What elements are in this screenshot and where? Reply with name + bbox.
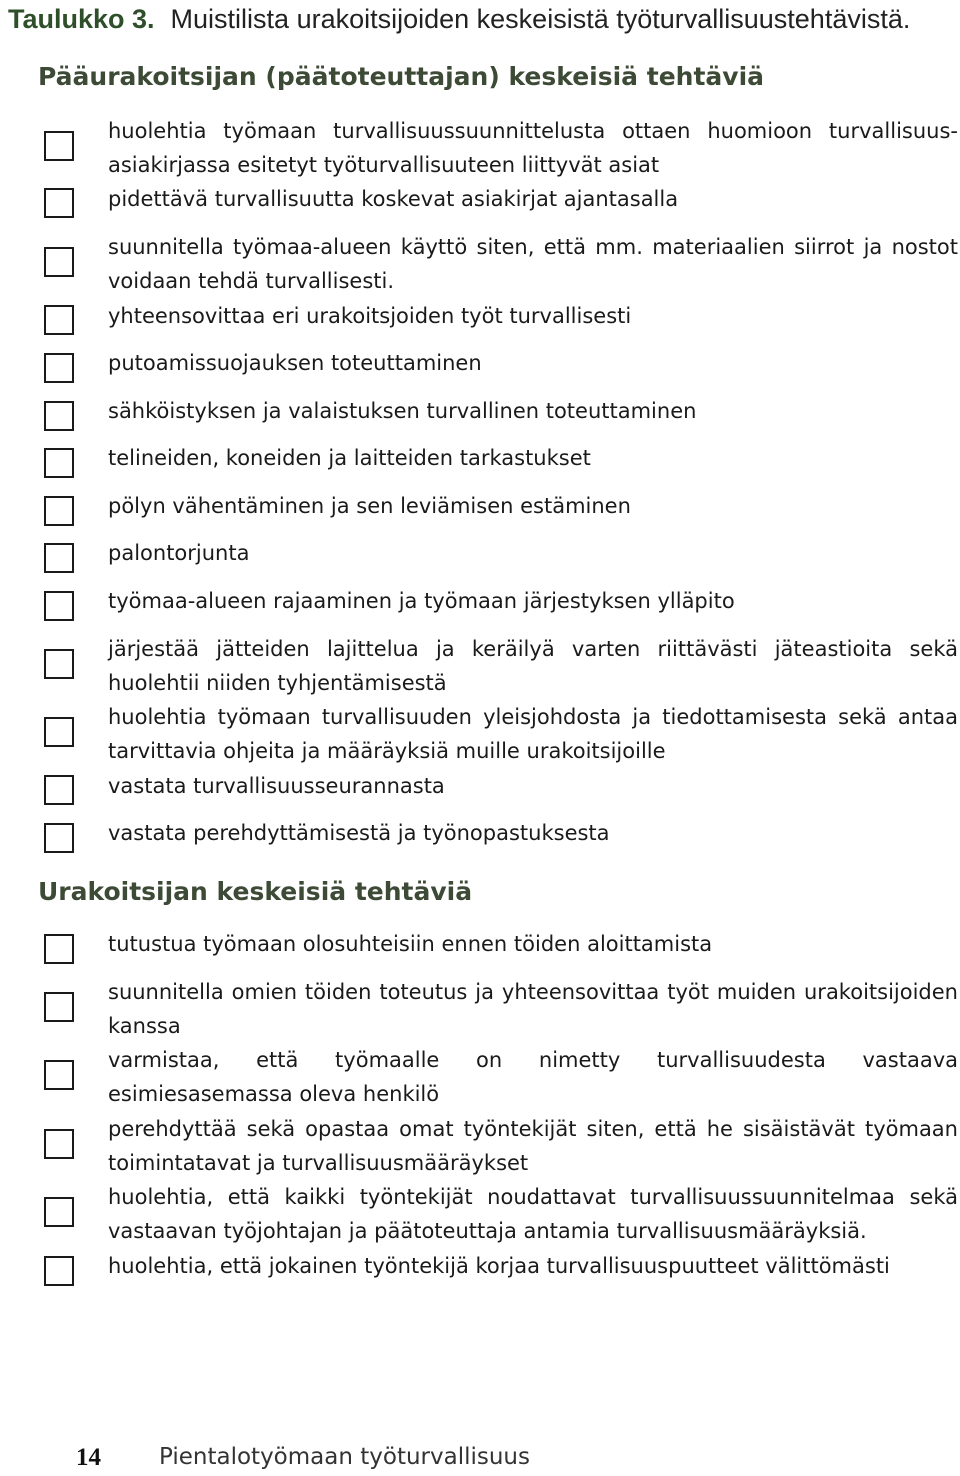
checkbox-main-5[interactable] — [44, 353, 74, 383]
contractor-item-1: tutustua työmaan olosuhteisiin ennen töiden aloittamista — [108, 932, 713, 956]
checkbox-main-12[interactable] — [44, 717, 74, 747]
checkbox-main-13[interactable] — [44, 775, 74, 805]
main-item-10: työmaa-alueen rajaaminen ja työmaan järjestyksen ylläpito — [108, 589, 735, 613]
contractor-item-5: huolehtia, että kaikki työntekijät noudattavat turvallisuussuunnitelmaa sekä vastaavan työjohtajan ja päätoteuttaja antamia turvallisuusmääräyksiä. — [108, 1185, 958, 1243]
checkbox-main-2[interactable] — [44, 188, 74, 218]
checkbox-contractor-1[interactable] — [44, 934, 74, 964]
main-item-5: putoamissuojauksen toteuttaminen — [108, 351, 482, 375]
main-item-13: vastata turvallisuusseurannasta — [108, 774, 445, 798]
contractor-item-3: varmistaa, että työmaalle on nimetty turvallisuudesta vastaava esimiesasemassa oleva henkilö — [108, 1048, 958, 1106]
page-number: 14 — [76, 1444, 101, 1471]
checkbox-main-1[interactable] — [44, 131, 74, 161]
checkbox-main-4[interactable] — [44, 305, 74, 335]
checkbox-main-8[interactable] — [44, 496, 74, 526]
main-item-12: huolehtia työmaan turvallisuuden yleisjohdosta ja tiedottamisesta sekä antaa tarvittavia ohjeita ja määräyksiä muille urakoitsijoille — [108, 705, 958, 763]
main-item-2: pidettävä turvallisuutta koskevat asiakirjat ajantasalla — [108, 187, 679, 211]
checkbox-contractor-5[interactable] — [44, 1197, 74, 1227]
checkbox-contractor-6[interactable] — [44, 1256, 74, 1286]
footer-title: Pientalotyömaan työturvallisuus — [159, 1444, 530, 1470]
main-contractor-heading: Pääurakoitsijan (päätoteuttajan) keskeisiä tehtäviä — [38, 62, 765, 91]
contractor-item-4: perehdyttää sekä opastaa omat työntekijät siten, että he sisäistävät työmaan toimintatavat ja turvallisuusmääräykset — [108, 1117, 958, 1175]
main-item-4: yhteensovittaa eri urakoitsjoiden työt turvallisesti — [108, 304, 632, 328]
table-caption — [8, 4, 910, 35]
checkbox-main-11[interactable] — [44, 649, 74, 679]
checkbox-main-14[interactable] — [44, 823, 74, 853]
main-item-6: sähköistyksen ja valaistuksen turvallinen toteuttaminen — [108, 399, 697, 423]
main-item-8: pölyn vähentäminen ja sen leviämisen estäminen — [108, 494, 631, 518]
main-item-14: vastata perehdyttämisestä ja työnopastuksesta — [108, 821, 610, 845]
main-item-11: järjestää jätteiden lajittelua ja keräilyä varten riittävästi jäteastioita sekä huolehtii niiden tyhjentämisestä — [108, 637, 958, 695]
checkbox-contractor-2[interactable] — [44, 992, 74, 1022]
checkbox-main-9[interactable] — [44, 543, 74, 573]
checkbox-main-7[interactable] — [44, 448, 74, 478]
checkbox-contractor-3[interactable] — [44, 1060, 74, 1090]
table-caption-text: Muistilista urakoitsijoiden keskeisistä työturvallisuustehtävistä. — [170, 4, 911, 34]
contractor-heading: Urakoitsijan keskeisiä tehtäviä — [38, 877, 473, 906]
contractor-item-2: suunnitella omien töiden toteutus ja yhteensovittaa työt muiden urakoitsijoiden kanssa — [108, 980, 958, 1038]
table-caption-label: Taulukko 3. — [8, 4, 155, 34]
main-item-7: telineiden, koneiden ja laitteiden tarkastukset — [108, 446, 591, 470]
main-item-3: suunnitella työmaa-alueen käyttö siten, että mm. materiaalien siirrot ja nostot voidaan tehdä turvallisesti. — [108, 235, 958, 293]
checkbox-main-10[interactable] — [44, 591, 74, 621]
main-item-1: huolehtia työmaan turvallisuussuunnittelusta ottaen huomioon turvallisuus-asiakirjassa esitetyt työturvallisuuteen liittyvät asiat — [108, 119, 958, 177]
checkbox-contractor-4[interactable] — [44, 1129, 74, 1159]
contractor-item-6: huolehtia, että jokainen työntekijä korjaa turvallisuuspuutteet välittömästi — [108, 1254, 890, 1278]
main-item-9: palontorjunta — [108, 541, 250, 565]
checkbox-main-6[interactable] — [44, 401, 74, 431]
checkbox-main-3[interactable] — [44, 247, 74, 277]
